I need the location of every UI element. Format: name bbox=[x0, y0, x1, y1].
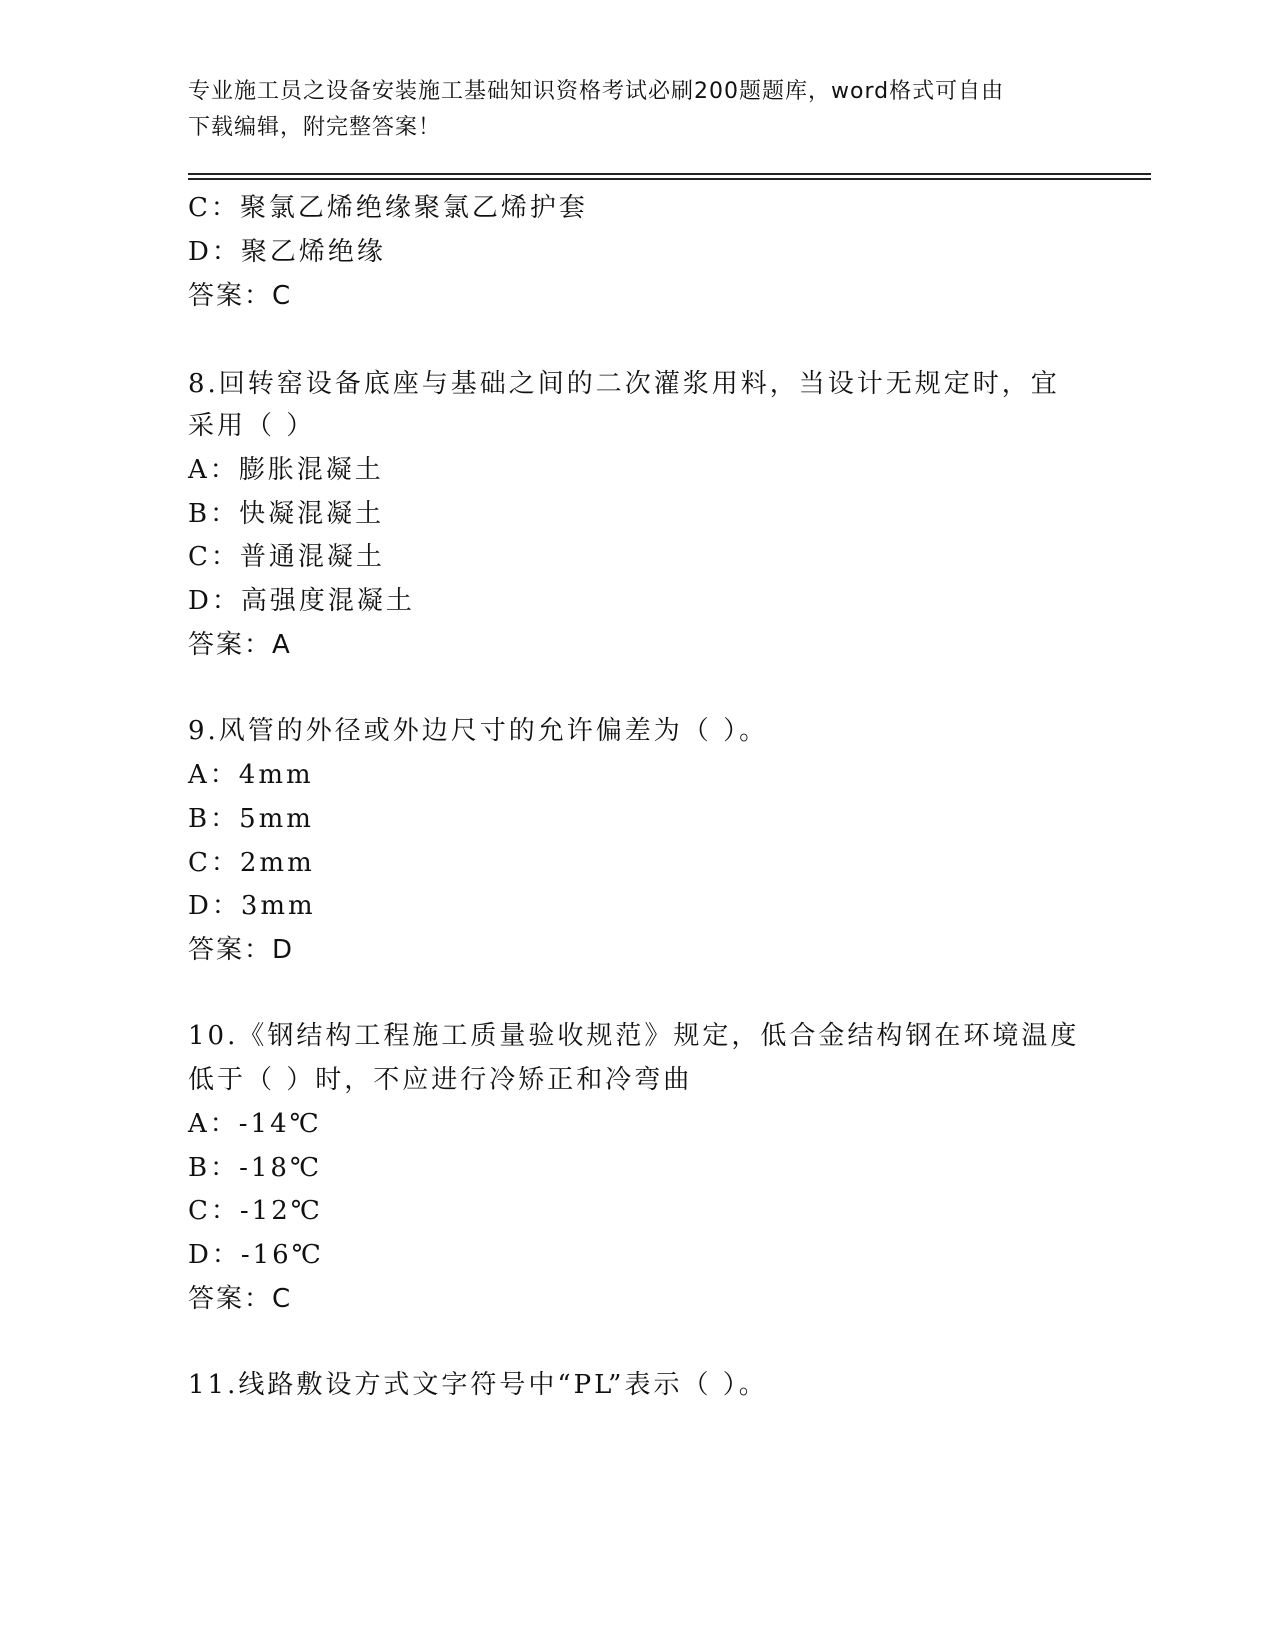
q9-stem-line-1: 9.风管的外径或外边尺寸的允许偏差为（ ）。 bbox=[188, 716, 769, 746]
q8-option-a: A：膨胀混凝土 bbox=[188, 455, 384, 485]
q7-option-c: C：聚氯乙烯绝缘聚氯乙烯护套 bbox=[188, 193, 588, 223]
q10-option-d: D：-16℃ bbox=[188, 1240, 324, 1270]
q7-answer: 答案：C bbox=[188, 281, 293, 311]
q10-option-a: A：-14℃ bbox=[188, 1109, 322, 1139]
q9-option-a: A：4mm bbox=[188, 760, 314, 790]
q8-option-b: B：快凝混凝土 bbox=[188, 499, 385, 529]
q11-stem-line-1: 11.线路敷设方式文字符号中“PL”表示（ ）。 bbox=[188, 1370, 768, 1400]
q9-option-d: D：3mm bbox=[188, 891, 316, 921]
q8-stem-line-1: 8.回转窑设备底座与基础之间的二次灌浆用料，当设计无规定时，宜 bbox=[188, 369, 1060, 399]
q10-stem-line-2: 低于（ ）时，不应进行冷矫正和冷弯曲 bbox=[188, 1065, 693, 1095]
q10-answer: 答案：C bbox=[188, 1284, 293, 1314]
q10-option-c: C：-12℃ bbox=[188, 1196, 323, 1226]
q10-option-b: B：-18℃ bbox=[188, 1153, 323, 1183]
q8-option-d: D：高强度混凝土 bbox=[188, 586, 415, 616]
q10-stem-line-1: 10.《钢结构工程施工质量验收规范》规定，低合金结构钢在环境温度 bbox=[188, 1021, 1080, 1051]
header-divider-bottom bbox=[188, 178, 1151, 180]
document-header bbox=[188, 74, 1088, 146]
q8-option-c: C：普通混凝土 bbox=[188, 542, 385, 572]
q9-answer: 答案：D bbox=[188, 935, 295, 965]
header-divider-top bbox=[188, 173, 1151, 175]
q8-stem-line-2: 采用（ ） bbox=[188, 411, 316, 441]
q7-option-d: D：聚乙烯绝缘 bbox=[188, 237, 386, 267]
header-line-2: 下载编辑，附完整答案！ bbox=[188, 115, 442, 140]
header-line-1: 专业施工员之设备安装施工基础知识资格考试必刷200题题库，word格式可自由 bbox=[188, 79, 1005, 104]
q8-answer: 答案：A bbox=[188, 630, 292, 660]
q9-option-b: B：5mm bbox=[188, 804, 314, 834]
q9-option-c: C：2mm bbox=[188, 848, 315, 878]
